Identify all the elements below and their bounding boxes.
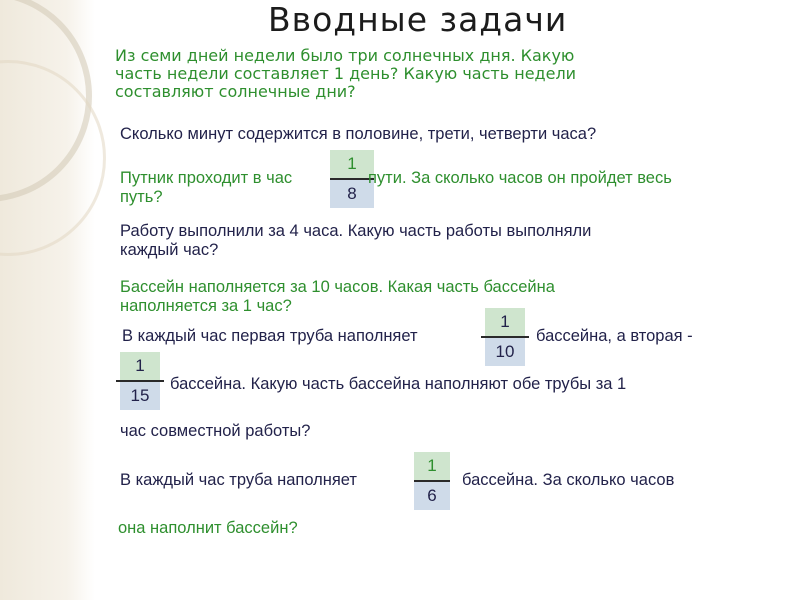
problem-7-line-1b: бассейна. За сколько часов (462, 471, 675, 489)
problem-1-line-1: Из семи дней недели было три солнечных дня. Какую (115, 46, 575, 65)
problem-1-line-2: часть недели составляет 1 день? Какую часть недели (115, 64, 577, 83)
fraction-numerator: 1 (330, 150, 374, 178)
problem-3-line-1b: пути. За сколько часов он пройдет весь (368, 169, 672, 187)
problem-7-line-2: она наполнит бассейн? (118, 519, 298, 537)
problem-6-line-3: час совместной работы? (120, 422, 311, 440)
fraction-denominator: 6 (414, 482, 450, 510)
fraction-denominator: 8 (330, 180, 374, 208)
problem-6-line-1a: В каждый час первая труба наполняет (122, 327, 418, 345)
problem-3-line-2: путь? (120, 188, 163, 206)
fraction-one-fifteenth (120, 352, 160, 410)
problem-7-line-1a: В каждый час труба наполняет (120, 471, 357, 489)
fraction-denominator: 15 (120, 382, 160, 410)
slide-title: Вводные задачи (268, 0, 568, 39)
problem-4-line-2: каждый час? (120, 241, 219, 259)
problem-2-line-1: Сколько минут содержится в половине, трети, четверти часа? (120, 125, 597, 143)
fraction-one-sixth (414, 452, 450, 510)
problem-4-line-1: Работу выполнили за 4 часа. Какую часть работы выполняли (120, 222, 592, 240)
fraction-numerator: 1 (485, 308, 525, 336)
problem-5-line-1: Бассейн наполняется за 10 часов. Какая часть бассейна (120, 278, 555, 296)
problem-3-line-1a: Путник проходит в час (120, 169, 293, 187)
fraction-denominator: 10 (485, 338, 525, 366)
problem-6-line-2: бассейна. Какую часть бассейна наполняют обе трубы за 1 (170, 375, 627, 393)
problem-6-line-1b: бассейна, а вторая - (536, 327, 693, 345)
problem-1-line-3: составляют солнечные дни? (115, 82, 356, 101)
fraction-one-tenth (485, 308, 525, 366)
fraction-numerator: 1 (414, 452, 450, 480)
problem-5-line-2: наполняется за 1 час? (120, 297, 292, 315)
fraction-numerator: 1 (120, 352, 160, 380)
